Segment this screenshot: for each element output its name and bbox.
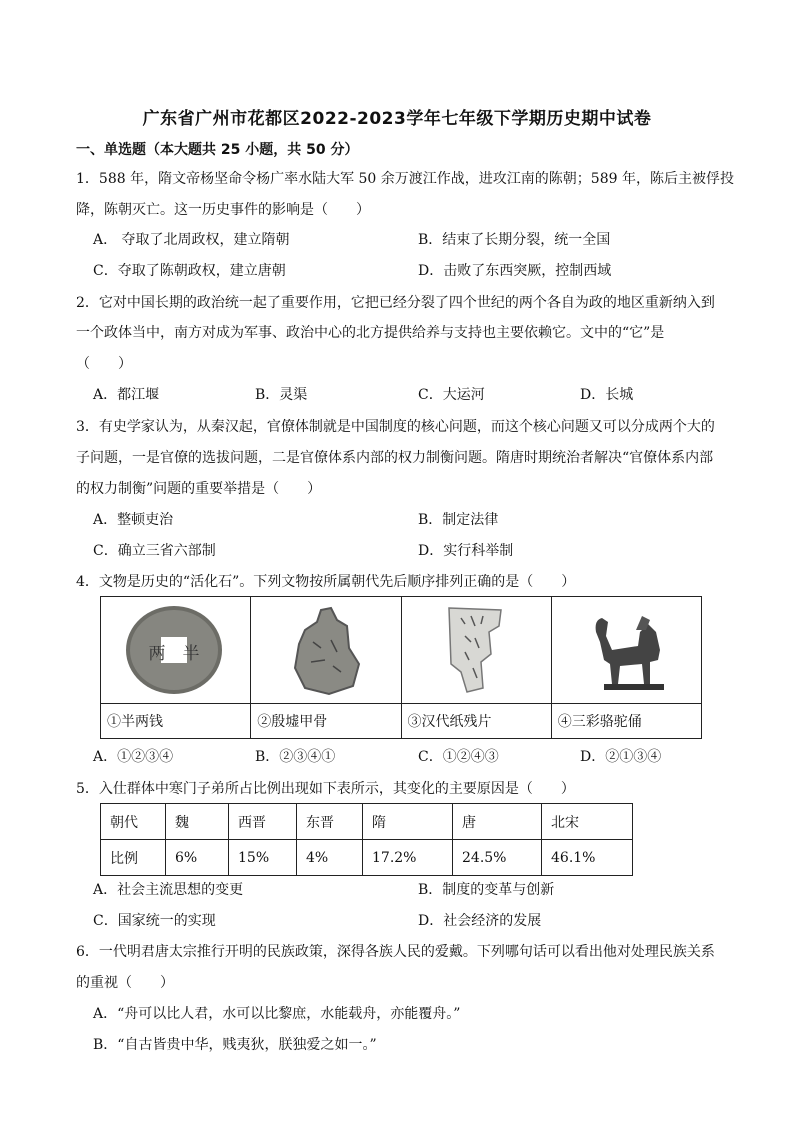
q2-line-3: （ ）	[76, 356, 132, 372]
q6-line-1: 6．一代明君唐太宗推行开明的民族政策，深得各族人民的爱戴。下列哪句话可以看出他对处理民族关系	[76, 944, 715, 960]
table-cell: 4%	[297, 840, 363, 876]
relics-table	[100, 596, 702, 739]
q5-option-a: A．社会主流思想的变更	[93, 882, 244, 898]
q6-line-2: 的重视（ ）	[76, 975, 174, 991]
table-header-cell: 东晋	[297, 804, 363, 840]
table-header-cell: 朝代	[101, 804, 166, 840]
q2-line-1: 2．它对中国长期的政治统一起了重要作用，它把已经分裂了四个世纪的两个各自为政的地区重新纳入到	[76, 295, 715, 311]
q3-option-a: A．整顿吏治	[93, 512, 174, 528]
q2-option-d: D．长城	[580, 387, 634, 403]
q5-option-d: D．社会经济的发展	[418, 913, 542, 929]
q3-option-c: C．确立三省六部制	[93, 543, 216, 559]
table-header-cell: 西晋	[229, 804, 297, 840]
q2-option-b: B．灵渠	[255, 387, 308, 403]
q3-line-3: 的权力制衡”问题的重要举措是（ ）	[76, 481, 322, 497]
q4-option-a: A．①②③④	[93, 749, 174, 765]
q4-option-d: D．②①③④	[580, 749, 662, 765]
q4-line-1: 4．文物是历史的“活化石”。下列文物按所属朝代先后顺序排列正确的是（ ）	[76, 574, 576, 590]
q6-option-a: A．“舟可以比人君，水可以比黎庶，水能载舟，亦能覆舟。”	[93, 1006, 461, 1022]
q1-option-c: C．夺取了陈朝政权，建立唐朝	[93, 263, 286, 279]
q2-option-a: A．都江堰	[93, 387, 160, 403]
relic-image-cell-2	[251, 597, 401, 704]
table-cell: 6%	[166, 840, 229, 876]
relic-caption-1: ①半两钱	[101, 704, 251, 739]
table-cell: 17.2%	[363, 840, 453, 876]
q4-option-b: B．②③④①	[255, 749, 336, 765]
paper-fragment-image	[431, 602, 521, 698]
q1-option-b: B．结束了长期分裂，统一全国	[418, 232, 611, 248]
relic-image-cell-4	[551, 597, 701, 704]
relic-caption-3: ③汉代纸残片	[401, 704, 551, 739]
table-header-cell: 魏	[166, 804, 229, 840]
table-header-cell: 唐	[453, 804, 542, 840]
q2-option-c: C．大运河	[418, 387, 485, 403]
table-cell: 24.5%	[453, 840, 542, 876]
q1-line-2: 降，陈朝灭亡。这一历史事件的影响是（ ）	[76, 202, 370, 218]
q5-option-c: C．国家统一的实现	[93, 913, 216, 929]
q3-line-2: 子问题，一是官僚的选拔问题，二是官僚体系内部的权力制衡问题。隋唐时期统治者解决“官僚体系内部	[76, 450, 714, 466]
q2-line-2: 一个政体当中，南方对成为军事、政治中心的北方提供给养与支持也主要依赖它。文中的“它”是	[76, 325, 665, 341]
table-header-cell: 北宋	[542, 804, 633, 840]
q3-line-1: 3．有史学家认为，从秦汉起，官僚体制就是中国制度的核心问题，而这个核心问题又可以分成两个大的	[76, 419, 715, 435]
q6-option-b: B．“自古皆贵中华，贱夷狄，朕独爱之如一。”	[93, 1037, 377, 1053]
table-header-cell: 隋	[363, 804, 453, 840]
table-cell: 15%	[229, 840, 297, 876]
relic-image-cell-1	[101, 597, 251, 704]
q3-option-d: D．实行科举制	[418, 543, 514, 559]
table-cell: 46.1%	[542, 840, 633, 876]
scholar-ratio-table	[100, 803, 633, 876]
sancai-camel-image	[576, 602, 676, 698]
relic-image-cell-3	[401, 597, 551, 704]
q1-option-d: D．击败了东西突厥，控制西域	[418, 263, 612, 279]
relic-caption-4: ④三彩骆驼俑	[551, 704, 701, 739]
section-heading: 一、单选题（本大题共 25 小题，共 50 分）	[76, 142, 359, 158]
q5-option-b: B．制度的变革与创新	[418, 882, 555, 898]
oracle-bone-image	[281, 602, 371, 698]
relic-caption-2: ②殷墟甲骨	[251, 704, 401, 739]
q1-line-1: 1．588 年，隋文帝杨坚命令杨广率水陆大军 50 余万渡江作战，进攻江南的陈朝；589 年，陈后主被俘投	[76, 171, 734, 187]
q1-option-a: A． 夺取了北周政权，建立隋朝	[93, 232, 290, 248]
q3-option-b: B．制定法律	[418, 512, 499, 528]
q4-option-c: C．①②④③	[418, 749, 499, 765]
exam-title: 广东省广州市花都区2022-2023学年七年级下学期历史期中试卷	[142, 109, 652, 129]
table-cell: 比例	[101, 840, 166, 876]
q5-line-1: 5．入仕群体中寒门子弟所占比例出现如下表所示，其变化的主要原因是（ ）	[76, 781, 575, 797]
coin-inscription: 两 半	[148, 644, 200, 664]
banliang-coin-image	[116, 602, 236, 698]
